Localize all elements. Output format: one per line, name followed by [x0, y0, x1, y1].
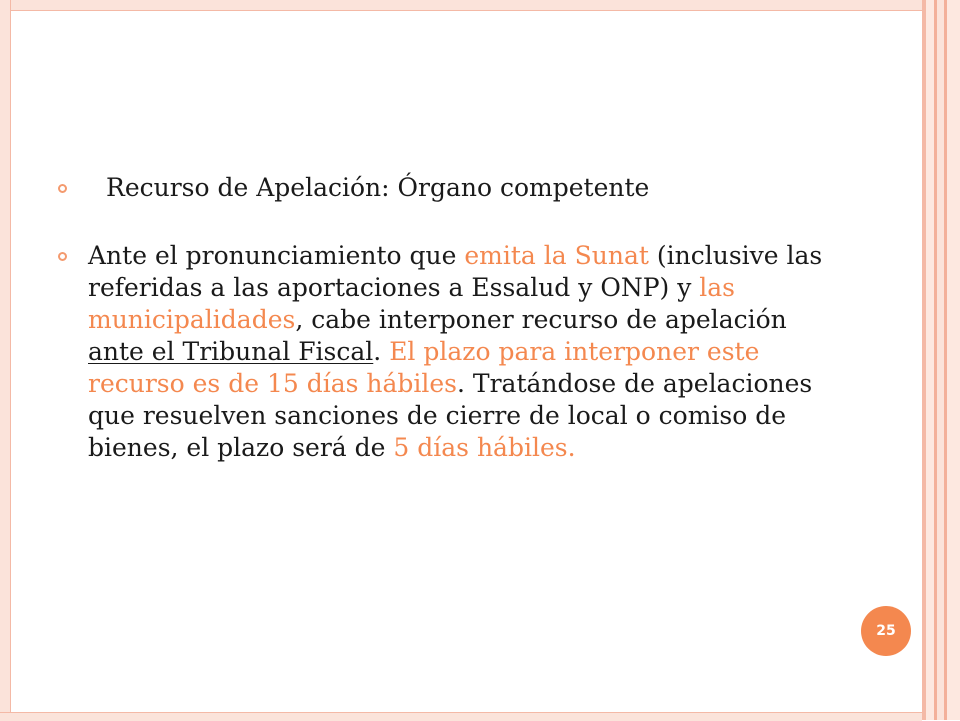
bullet-item-body: [58, 240, 828, 464]
frame-left-border: [0, 0, 11, 720]
highlighted-text: emita la Sunat: [464, 241, 649, 270]
highlighted-text: El plazo para interponer este recurso es de 15 días hábiles: [88, 337, 760, 398]
right-decorative-stripes: [922, 0, 960, 720]
paragraph-text: (inclusive las referidas a las aportaciones a Essalud y ONP) y: [88, 241, 823, 302]
ring-bullet-icon: [58, 184, 67, 193]
bullet-item-heading: [58, 172, 828, 204]
underlined-text: ante el Tribunal Fiscal: [88, 337, 374, 366]
body-paragraph: [88, 240, 828, 464]
frame-top-border: [0, 0, 922, 11]
paragraph-text: Ante el pronunciamiento que: [88, 241, 465, 270]
slide-heading: Recurso de Apelación: Órgano competente: [106, 173, 650, 202]
paragraph-text: . Tratándose de apelaciones que resuelven sanciones de cierre de local o comiso de bienes, el plazo será de: [88, 369, 813, 462]
paragraph-text: .: [373, 337, 390, 366]
highlighted-text: las municipalidades: [88, 273, 736, 334]
ring-bullet-icon: [58, 252, 67, 261]
page-number-badge: 25: [861, 606, 911, 656]
paragraph-text: , cabe interponer recurso de apelación: [295, 305, 787, 334]
bullet-list: [58, 172, 828, 464]
highlighted-text: 5 días hábiles.: [393, 433, 576, 462]
